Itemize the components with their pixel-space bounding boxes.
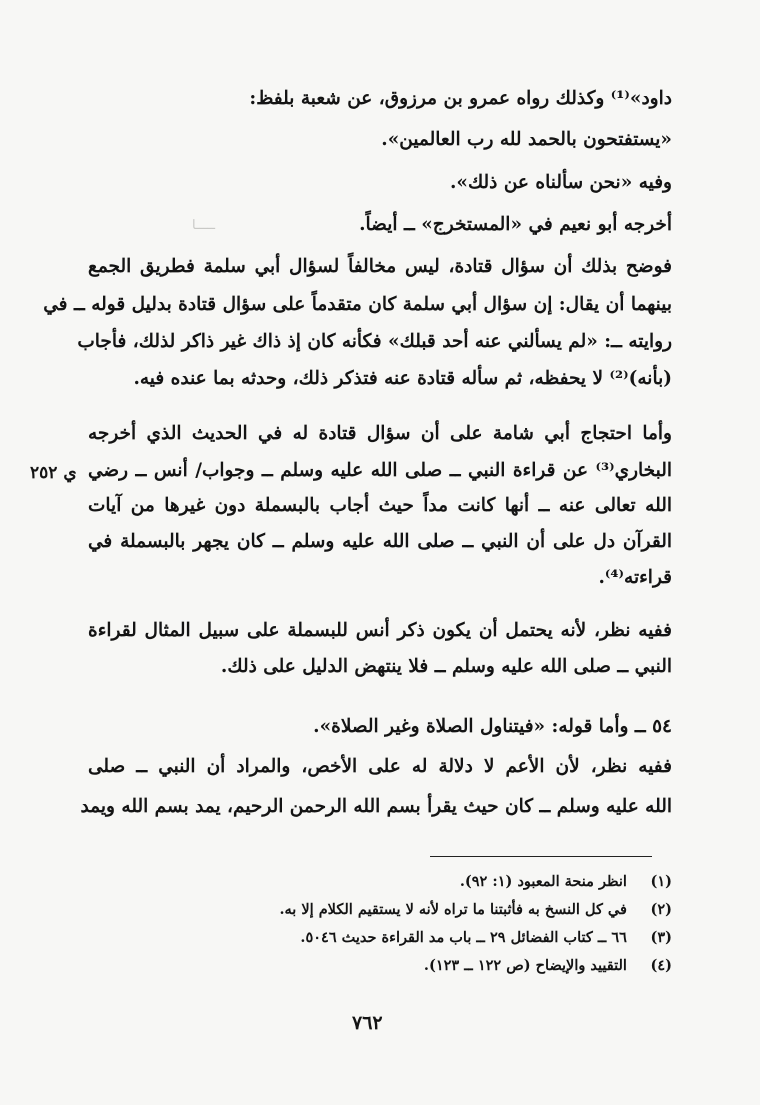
footnote-text: في كل النسخ به فأثبتنا ما تراه لأنه لا يستقيم الكلام إلا به. [279,901,627,918]
footnote [460,870,672,894]
text-line: وأما احتجاج أبي شامة على أن سؤال قتادة له في الحديث الذي أخرجه [88,423,672,444]
text-line: ففيه نظر، لأنه يحتمل أن يكون ذكر أنس للبسملة على سبيل المثال لقراءة [88,620,672,641]
footnote-number: (٣) [650,929,672,946]
footnote-text: التقييد والإيضاح (ص ١٢٢ ــ ١٢٣). [423,957,627,974]
text-line: القرآن دل على أن النبي ــ صلى الله عليه وسلم ــ كان يجهر بالبسملة في [88,531,672,552]
text-line: (بأنه)⁽²⁾ لا يحفظه، ثم سأله قتادة عنه فتذكر ذلك، وحدثه بما عنده فيه. [133,368,672,389]
text-line: روايته ــ: «لم يسألني عنه أحد قبلك» فكأنه كان إذ ذاك غير ذاكر لذلك، فأجاب [77,331,672,352]
text-line: وفيه «نحن سألناه عن ذلك». [449,172,672,193]
footnote-divider [430,856,652,857]
text-line: ففيه نظر، لأن الأعم لا دلالة له على الأخص، والمراد أن النبي ــ صلى [88,756,672,777]
text-line: البخاري⁽³⁾ عن قراءة النبي ــ صلى الله عليه وسلم ــ وجواب/ أنس ــ رضي [88,460,672,481]
section-heading: ٥٤ ــ وأما قوله: «فيتناول الصلاة وغير الصلاة». [313,716,672,737]
margin-page-reference: ي ٢٥٢ [30,463,77,483]
footnote-number: (٢) [650,901,672,918]
footnote-text: ٦٦ ــ كتاب الفضائل ٢٩ ــ باب مد القراءة حديث ٥٠٤٦. [300,929,627,946]
text-line: الله تعالى عنه ــ أنها كانت مداً حيث أجاب بالبسملة دون غيرها من آيات [88,495,672,516]
text-line: الله عليه وسلم ــ كان حيث يقرأ بسم الله الرحمن الرحيم، يمد بسم الله ويمد [80,796,672,817]
faint-handwriting: ـــــا [192,218,216,233]
text-line: داود»⁽¹⁾ وكذلك رواه عمرو بن مرزوق، عن شعبة بلفظ: [249,88,672,109]
text-line: النبي ــ صلى الله عليه وسلم ــ فلا ينتهض الدليل على ذلك. [220,656,672,677]
footnote-number: (١) [650,873,672,890]
text-line: «يستفتحون بالحمد لله رب العالمين». [381,129,672,150]
text-line: بينهما أن يقال: إن سؤال أبي سلمة كان متقدماً على سؤال قتادة بدليل قوله ــ في [43,294,672,315]
footnote [300,926,672,950]
footnote [279,898,672,922]
text-line: أخرجه أبو نعيم في «المستخرج» ــ أيضاً. [359,214,672,235]
page-number: ٧٦٢ [352,1012,383,1034]
footnote [424,954,672,978]
text-line: فوضح بذلك أن سؤال قتادة، ليس مخالفاً لسؤال أبي سلمة فطريق الجمع [88,256,672,277]
footnote-text: انظر منحة المعبود (١: ٩٢). [459,873,627,890]
text-line: قراءته⁽⁴⁾. [598,567,672,588]
footnote-number: (٤) [650,957,672,974]
